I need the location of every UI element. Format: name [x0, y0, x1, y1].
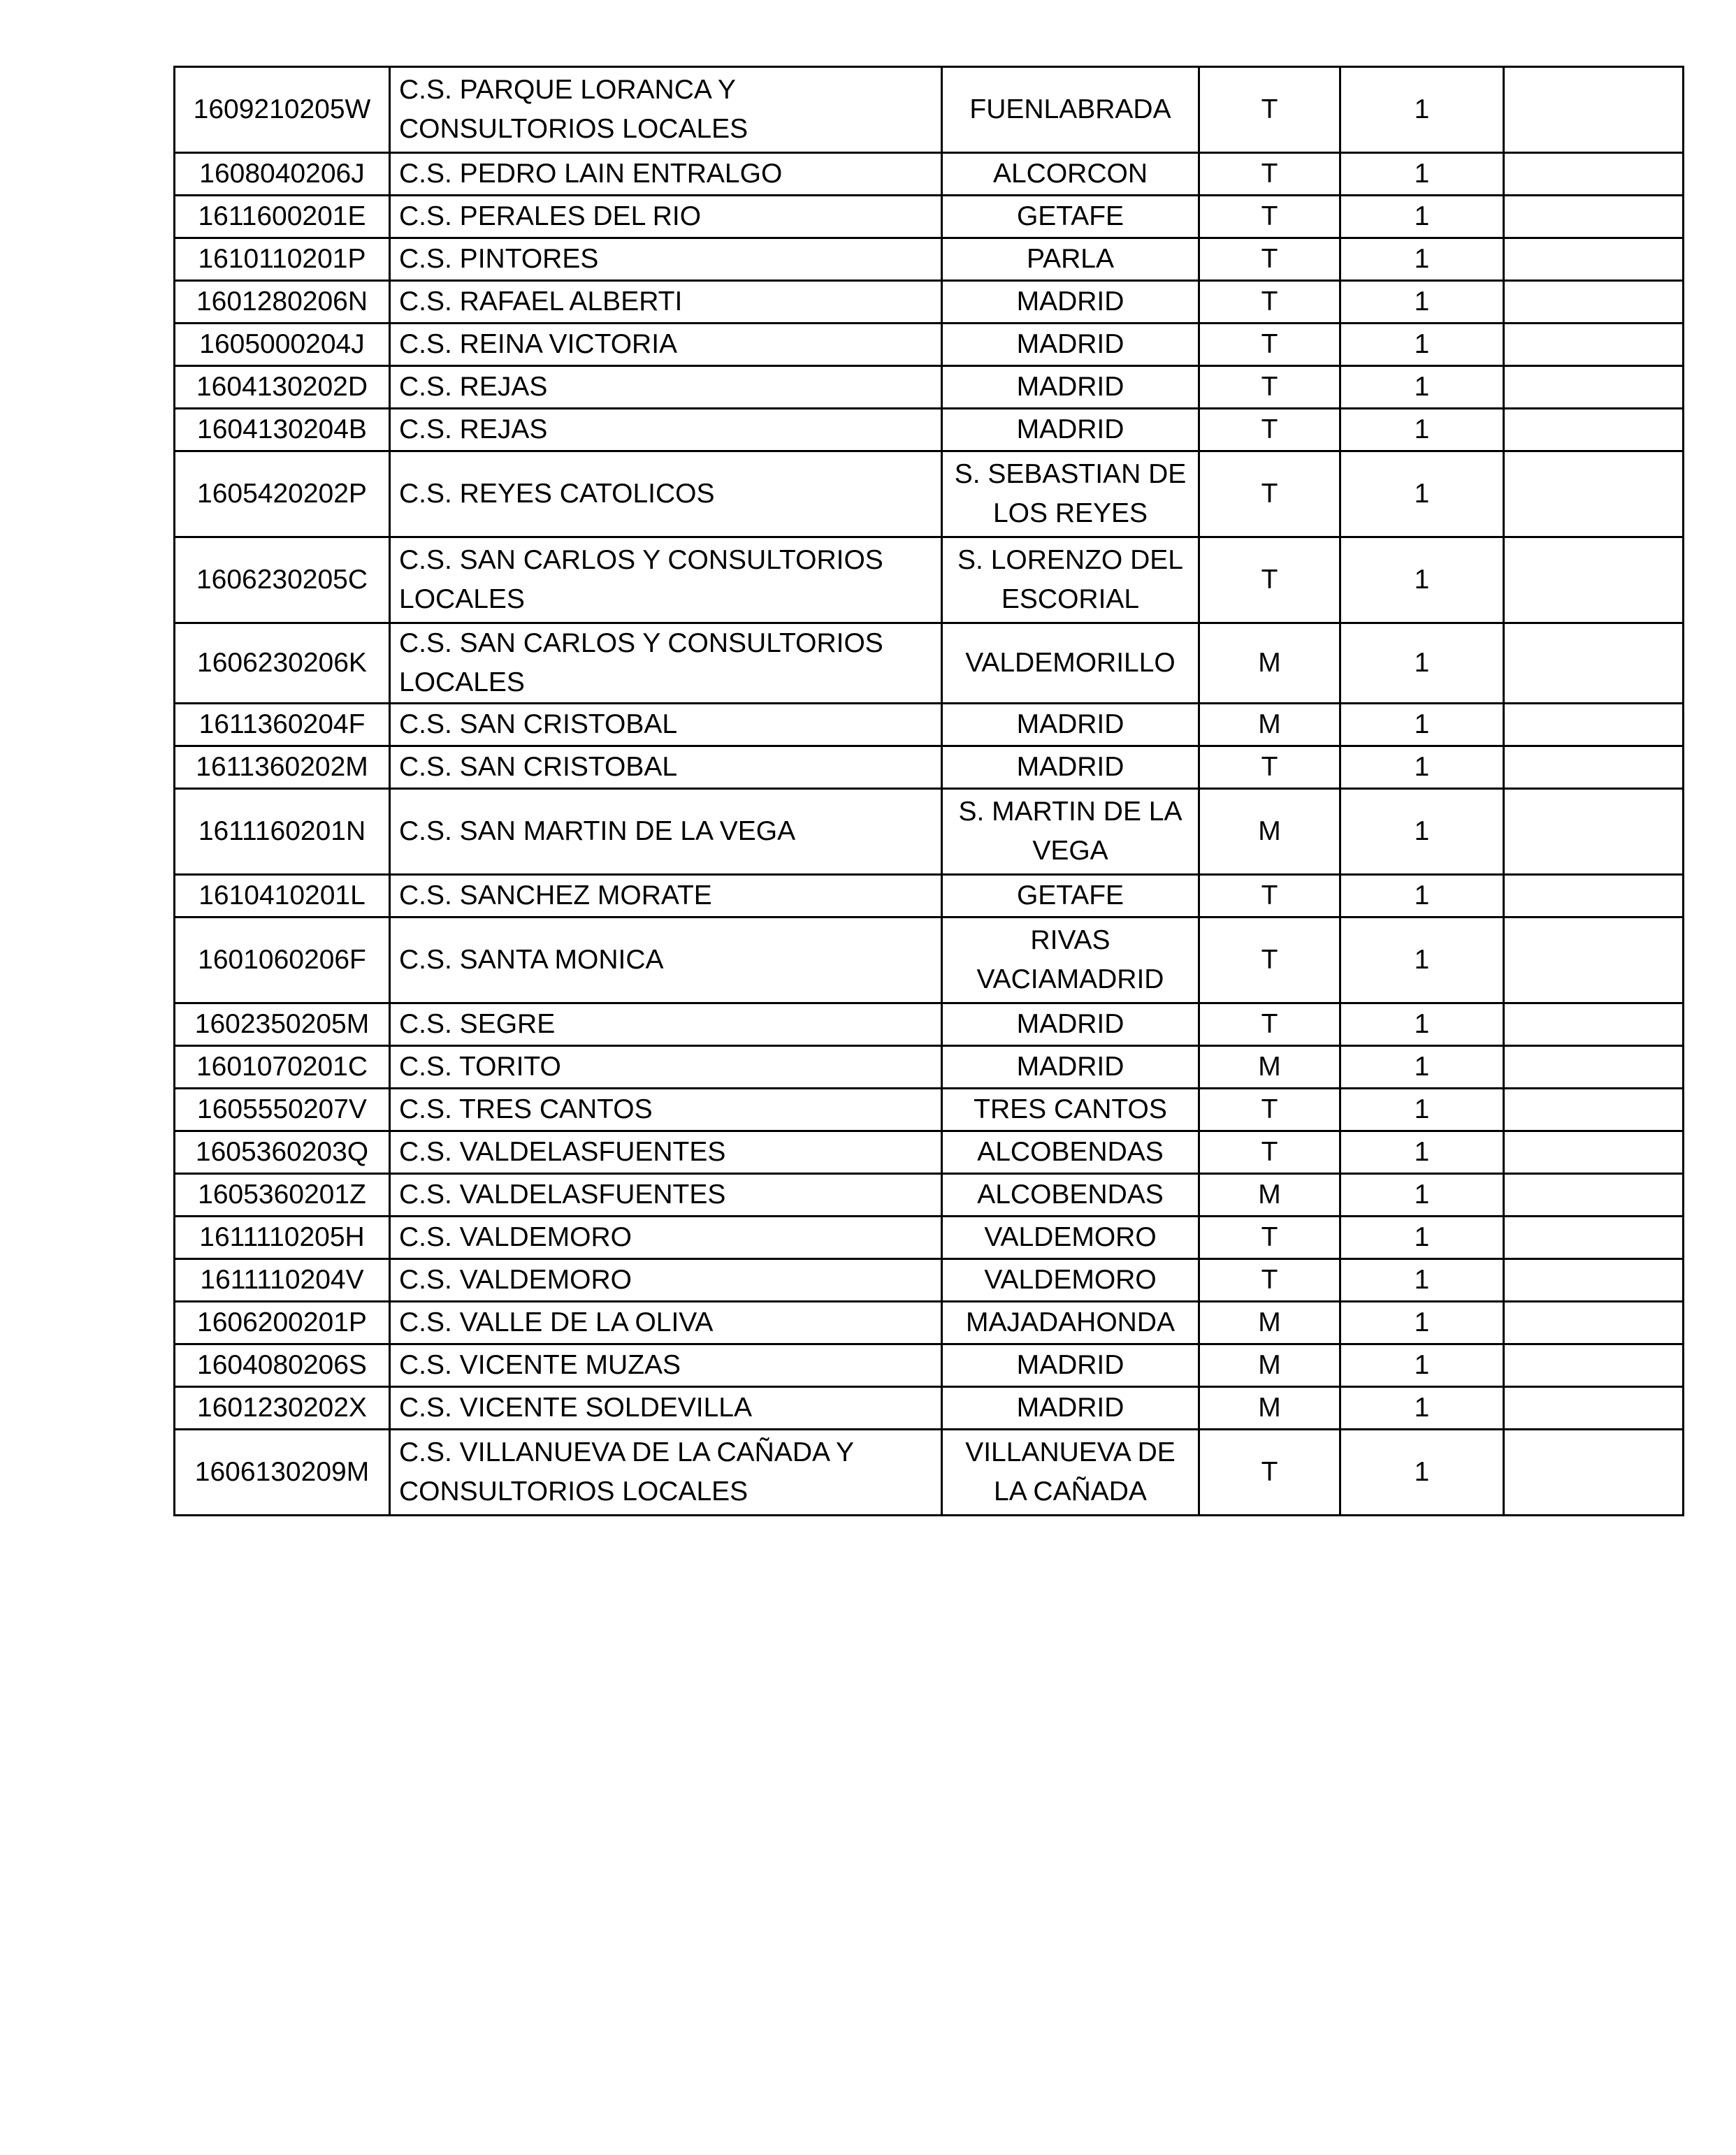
- center-code-cell: 1605420202P: [175, 451, 390, 537]
- center-name-cell: C.S. VALLE DE LA OLIVA: [390, 1302, 942, 1344]
- table-row: [175, 917, 1684, 1003]
- table-row: [175, 1344, 1684, 1387]
- empty-cell: [1504, 1259, 1684, 1302]
- empty-cell: [1504, 153, 1684, 196]
- empty-cell: [1504, 1003, 1684, 1046]
- table-row: [175, 789, 1684, 875]
- shift-cell: M: [1199, 704, 1340, 746]
- shift-cell: T: [1199, 281, 1340, 324]
- table-row: [175, 324, 1684, 366]
- shift-cell: M: [1199, 1302, 1340, 1344]
- center-name-cell: C.S. SAN CARLOS Y CONSULTORIOS LOCALES: [390, 537, 942, 623]
- center-name-cell: C.S. SANCHEZ MORATE: [390, 875, 942, 917]
- empty-cell: [1504, 537, 1684, 623]
- table-row: [175, 1089, 1684, 1131]
- center-code-cell: 1606230205C: [175, 537, 390, 623]
- table-body: [175, 67, 1684, 1516]
- location-cell: MADRID: [942, 704, 1199, 746]
- shift-cell: T: [1199, 1131, 1340, 1174]
- location-cell: VALDEMORO: [942, 1217, 1199, 1259]
- count-cell: 1: [1340, 1003, 1504, 1046]
- table-row: [175, 1430, 1684, 1516]
- shift-cell: M: [1199, 1344, 1340, 1387]
- count-cell: 1: [1340, 324, 1504, 366]
- table-row: [175, 746, 1684, 789]
- center-name-cell: C.S. TRES CANTOS: [390, 1089, 942, 1131]
- table-row: [175, 1003, 1684, 1046]
- table-row: [175, 537, 1684, 623]
- center-code-cell: 1611110204V: [175, 1259, 390, 1302]
- center-code-cell: 1605360201Z: [175, 1174, 390, 1217]
- center-name-cell: C.S. SEGRE: [390, 1003, 942, 1046]
- table-row: [175, 67, 1684, 153]
- center-name-cell: C.S. SANTA MONICA: [390, 917, 942, 1003]
- shift-cell: M: [1199, 1174, 1340, 1217]
- table-row: [175, 281, 1684, 324]
- location-cell: ALCOBENDAS: [942, 1174, 1199, 1217]
- shift-cell: M: [1199, 1046, 1340, 1089]
- center-name-cell: C.S. PERALES DEL RIO: [390, 196, 942, 238]
- count-cell: 1: [1340, 238, 1504, 281]
- center-code-cell: 1610410201L: [175, 875, 390, 917]
- table-row: [175, 153, 1684, 196]
- center-name-cell: C.S. VALDELASFUENTES: [390, 1131, 942, 1174]
- empty-cell: [1504, 1174, 1684, 1217]
- empty-cell: [1504, 1344, 1684, 1387]
- shift-cell: M: [1199, 789, 1340, 875]
- center-code-cell: 1606130209M: [175, 1430, 390, 1516]
- empty-cell: [1504, 196, 1684, 238]
- empty-cell: [1504, 789, 1684, 875]
- center-code-cell: 1602350205M: [175, 1003, 390, 1046]
- shift-cell: T: [1199, 366, 1340, 409]
- empty-cell: [1504, 281, 1684, 324]
- location-cell: MADRID: [942, 281, 1199, 324]
- table-row: [175, 875, 1684, 917]
- count-cell: 1: [1340, 1131, 1504, 1174]
- location-cell: MADRID: [942, 746, 1199, 789]
- shift-cell: T: [1199, 409, 1340, 451]
- empty-cell: [1504, 366, 1684, 409]
- table-row: [175, 1174, 1684, 1217]
- health-centers-table: [173, 66, 1684, 1516]
- empty-cell: [1504, 746, 1684, 789]
- location-cell: GETAFE: [942, 875, 1199, 917]
- count-cell: 1: [1340, 1387, 1504, 1430]
- center-name-cell: C.S. REJAS: [390, 366, 942, 409]
- center-name-cell: C.S. VICENTE MUZAS: [390, 1344, 942, 1387]
- table-row: [175, 623, 1684, 704]
- center-name-cell: C.S. SAN CARLOS Y CONSULTORIOS LOCALES: [390, 623, 942, 704]
- empty-cell: [1504, 875, 1684, 917]
- center-name-cell: C.S. PARQUE LORANCA Y CONSULTORIOS LOCALES: [390, 67, 942, 153]
- empty-cell: [1504, 1217, 1684, 1259]
- center-code-cell: 1604080206S: [175, 1344, 390, 1387]
- center-code-cell: 1611360202M: [175, 746, 390, 789]
- center-code-cell: 1611600201E: [175, 196, 390, 238]
- count-cell: 1: [1340, 67, 1504, 153]
- location-cell: VILLANUEVA DE LA CAÑADA: [942, 1430, 1199, 1516]
- count-cell: 1: [1340, 1344, 1504, 1387]
- location-cell: FUENLABRADA: [942, 67, 1199, 153]
- center-code-cell: 1605360203Q: [175, 1131, 390, 1174]
- table-row: [175, 1046, 1684, 1089]
- shift-cell: T: [1199, 1217, 1340, 1259]
- count-cell: 1: [1340, 789, 1504, 875]
- center-code-cell: 1604130202D: [175, 366, 390, 409]
- empty-cell: [1504, 1430, 1684, 1516]
- count-cell: 1: [1340, 366, 1504, 409]
- count-cell: 1: [1340, 409, 1504, 451]
- table-row: [175, 704, 1684, 746]
- center-name-cell: C.S. REJAS: [390, 409, 942, 451]
- location-cell: S. LORENZO DEL ESCORIAL: [942, 537, 1199, 623]
- center-code-cell: 1609210205W: [175, 67, 390, 153]
- count-cell: 1: [1340, 451, 1504, 537]
- location-cell: ALCORCON: [942, 153, 1199, 196]
- center-name-cell: C.S. VICENTE SOLDEVILLA: [390, 1387, 942, 1430]
- center-code-cell: 1611110205H: [175, 1217, 390, 1259]
- location-cell: MADRID: [942, 409, 1199, 451]
- empty-cell: [1504, 451, 1684, 537]
- count-cell: 1: [1340, 1089, 1504, 1131]
- center-code-cell: 1610110201P: [175, 238, 390, 281]
- table-row: [175, 1302, 1684, 1344]
- empty-cell: [1504, 623, 1684, 704]
- table-row: [175, 1217, 1684, 1259]
- shift-cell: T: [1199, 451, 1340, 537]
- count-cell: 1: [1340, 875, 1504, 917]
- table-row: [175, 366, 1684, 409]
- center-name-cell: C.S. SAN MARTIN DE LA VEGA: [390, 789, 942, 875]
- center-name-cell: C.S. REINA VICTORIA: [390, 324, 942, 366]
- empty-cell: [1504, 67, 1684, 153]
- center-code-cell: 1601280206N: [175, 281, 390, 324]
- center-name-cell: C.S. PINTORES: [390, 238, 942, 281]
- table-row: [175, 1259, 1684, 1302]
- empty-cell: [1504, 324, 1684, 366]
- location-cell: MADRID: [942, 366, 1199, 409]
- center-name-cell: C.S. REYES CATOLICOS: [390, 451, 942, 537]
- empty-cell: [1504, 409, 1684, 451]
- count-cell: 1: [1340, 623, 1504, 704]
- shift-cell: T: [1199, 196, 1340, 238]
- empty-cell: [1504, 238, 1684, 281]
- shift-cell: T: [1199, 1430, 1340, 1516]
- location-cell: MADRID: [942, 324, 1199, 366]
- location-cell: MAJADAHONDA: [942, 1302, 1199, 1344]
- shift-cell: T: [1199, 537, 1340, 623]
- table-row: [175, 196, 1684, 238]
- location-cell: MADRID: [942, 1344, 1199, 1387]
- count-cell: 1: [1340, 1174, 1504, 1217]
- table-row: [175, 1131, 1684, 1174]
- count-cell: 1: [1340, 281, 1504, 324]
- center-name-cell: C.S. PEDRO LAIN ENTRALGO: [390, 153, 942, 196]
- empty-cell: [1504, 1046, 1684, 1089]
- center-name-cell: C.S. VILLANUEVA DE LA CAÑADA Y CONSULTORIOS LOCALES: [390, 1430, 942, 1516]
- count-cell: 1: [1340, 1046, 1504, 1089]
- count-cell: 1: [1340, 1430, 1504, 1516]
- center-code-cell: 1606230206K: [175, 623, 390, 704]
- location-cell: TRES CANTOS: [942, 1089, 1199, 1131]
- table-row: [175, 451, 1684, 537]
- table-row: [175, 409, 1684, 451]
- count-cell: 1: [1340, 917, 1504, 1003]
- empty-cell: [1504, 1302, 1684, 1344]
- center-name-cell: C.S. SAN CRISTOBAL: [390, 704, 942, 746]
- center-name-cell: C.S. SAN CRISTOBAL: [390, 746, 942, 789]
- location-cell: RIVAS VACIAMADRID: [942, 917, 1199, 1003]
- count-cell: 1: [1340, 746, 1504, 789]
- empty-cell: [1504, 1387, 1684, 1430]
- count-cell: 1: [1340, 1302, 1504, 1344]
- shift-cell: T: [1199, 153, 1340, 196]
- center-code-cell: 1601070201C: [175, 1046, 390, 1089]
- center-name-cell: C.S. VALDELASFUENTES: [390, 1174, 942, 1217]
- shift-cell: T: [1199, 1259, 1340, 1302]
- shift-cell: T: [1199, 324, 1340, 366]
- center-code-cell: 1601060206F: [175, 917, 390, 1003]
- shift-cell: T: [1199, 746, 1340, 789]
- center-name-cell: C.S. TORITO: [390, 1046, 942, 1089]
- shift-cell: T: [1199, 917, 1340, 1003]
- center-code-cell: 1611160201N: [175, 789, 390, 875]
- count-cell: 1: [1340, 1259, 1504, 1302]
- empty-cell: [1504, 704, 1684, 746]
- count-cell: 1: [1340, 196, 1504, 238]
- center-code-cell: 1608040206J: [175, 153, 390, 196]
- shift-cell: T: [1199, 67, 1340, 153]
- location-cell: VALDEMORO: [942, 1259, 1199, 1302]
- shift-cell: M: [1199, 623, 1340, 704]
- table-row: [175, 238, 1684, 281]
- center-code-cell: 1605000204J: [175, 324, 390, 366]
- shift-cell: T: [1199, 238, 1340, 281]
- center-code-cell: 1601230202X: [175, 1387, 390, 1430]
- location-cell: VALDEMORILLO: [942, 623, 1199, 704]
- location-cell: MADRID: [942, 1387, 1199, 1430]
- shift-cell: T: [1199, 1003, 1340, 1046]
- center-name-cell: C.S. VALDEMORO: [390, 1259, 942, 1302]
- count-cell: 1: [1340, 704, 1504, 746]
- location-cell: S. MARTIN DE LA VEGA: [942, 789, 1199, 875]
- count-cell: 1: [1340, 153, 1504, 196]
- center-name-cell: C.S. RAFAEL ALBERTI: [390, 281, 942, 324]
- center-code-cell: 1611360204F: [175, 704, 390, 746]
- shift-cell: M: [1199, 1387, 1340, 1430]
- location-cell: MADRID: [942, 1003, 1199, 1046]
- center-code-cell: 1606200201P: [175, 1302, 390, 1344]
- location-cell: PARLA: [942, 238, 1199, 281]
- empty-cell: [1504, 917, 1684, 1003]
- shift-cell: T: [1199, 875, 1340, 917]
- location-cell: ALCOBENDAS: [942, 1131, 1199, 1174]
- center-name-cell: C.S. VALDEMORO: [390, 1217, 942, 1259]
- center-code-cell: 1604130204B: [175, 409, 390, 451]
- count-cell: 1: [1340, 537, 1504, 623]
- empty-cell: [1504, 1089, 1684, 1131]
- count-cell: 1: [1340, 1217, 1504, 1259]
- table-row: [175, 1387, 1684, 1430]
- location-cell: MADRID: [942, 1046, 1199, 1089]
- center-code-cell: 1605550207V: [175, 1089, 390, 1131]
- location-cell: GETAFE: [942, 196, 1199, 238]
- shift-cell: T: [1199, 1089, 1340, 1131]
- empty-cell: [1504, 1131, 1684, 1174]
- location-cell: S. SEBASTIAN DE LOS REYES: [942, 451, 1199, 537]
